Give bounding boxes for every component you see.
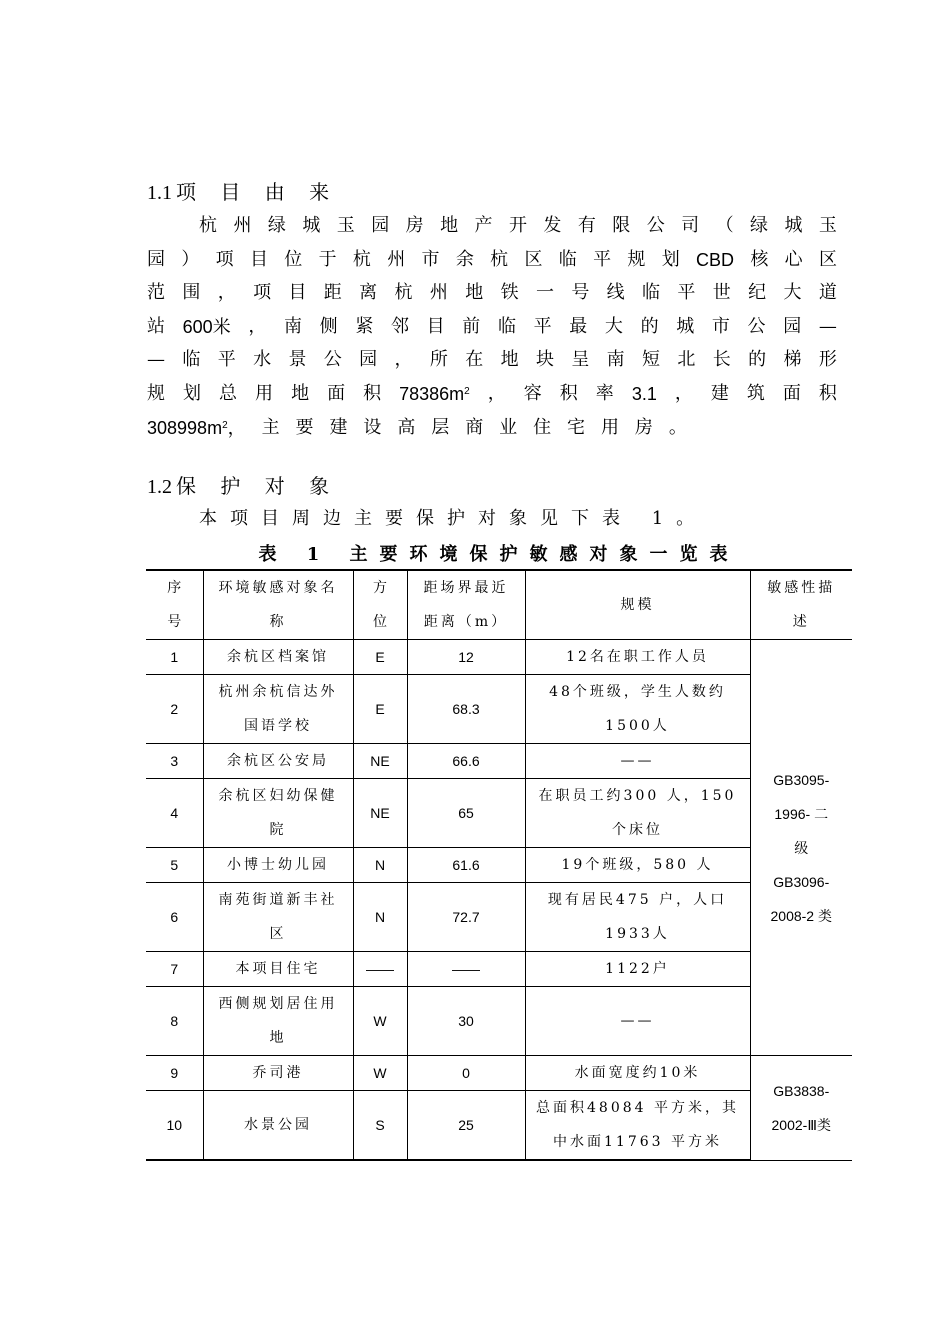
paragraph-token: 率 (595, 383, 614, 404)
heading-text: 保 护 对 象 (176, 474, 339, 498)
paragraph-token: 平 (533, 315, 552, 337)
heading-number: 1.1 (147, 182, 172, 204)
paragraph-token: 积 (818, 383, 837, 404)
paragraph-token: 块 (535, 349, 554, 371)
cell-direction: E (353, 675, 407, 744)
paragraph-token: 园 (371, 215, 390, 236)
paragraph-token: 绿 (750, 215, 768, 236)
paragraph-token: 离 (359, 282, 378, 304)
paragraph-token: 城 (676, 315, 695, 337)
paragraph-token: 住 (533, 416, 552, 438)
table-header-row (146, 570, 852, 640)
paragraph-token: 最 (569, 315, 588, 337)
cell-scale: 19个班级，580 人 (525, 848, 750, 883)
cell-distance: 72.7 (407, 883, 525, 952)
paragraph-token: 临 (182, 349, 201, 371)
paragraph-token: 心 (784, 248, 803, 270)
paragraph-token: 主 (261, 416, 280, 438)
paragraph-token: 形 (818, 349, 837, 371)
table-row (146, 848, 852, 883)
cell-direction: E (353, 640, 407, 675)
paragraph-token: 目 (288, 282, 307, 304)
paragraph-token: 园 (783, 315, 802, 337)
cell-scale: —— (525, 744, 750, 779)
paragraph-token: 限 (612, 215, 631, 236)
paragraph-token: 城 (302, 215, 321, 236)
cell-distance: 30 (407, 987, 525, 1056)
header-direction: 方 位 (353, 570, 407, 640)
paragraph-token: 地 (465, 282, 484, 304)
paragraph-token: 开 (508, 215, 527, 236)
paragraph-token: 短 (642, 349, 661, 371)
cell-scale: 总面积48084 平方米，其 中水面11763 平方米 (525, 1091, 750, 1161)
cell-distance: 25 (407, 1091, 525, 1161)
paragraph-token: 项 (253, 282, 272, 304)
cell-direction: S (353, 1091, 407, 1161)
cell-distance: 66.6 (407, 744, 525, 779)
paragraph-token: 平 (217, 349, 236, 371)
table-row (146, 987, 852, 1056)
cell-no: 10 (146, 1091, 203, 1161)
paragraph-token: — (147, 349, 165, 371)
paragraph-token: 景 (288, 349, 307, 371)
cell-direction: W (353, 1056, 407, 1091)
paragraph-token: 杭 (199, 215, 217, 236)
paragraph-token: 平 (593, 248, 612, 270)
section-heading-1-1 (147, 176, 338, 205)
paragraph-token: 紧 (355, 315, 374, 337)
paragraph-line (147, 276, 837, 310)
table-row (146, 1091, 852, 1161)
paragraph-token: 房 (634, 416, 653, 438)
section-heading-1-2 (147, 470, 338, 499)
cell-distance: 68.3 (407, 675, 525, 744)
cell-name: 西侧规划居住用 地 (203, 987, 353, 1056)
paragraph-token: 划 (661, 248, 680, 270)
table-row (146, 883, 852, 952)
cell-direction: N (353, 848, 407, 883)
cell-sensitivity: GB3095- 1996- 二 级 GB3096- 2008-2 类 (750, 640, 852, 1056)
paragraph-token: 市 (421, 248, 440, 270)
paragraph-token: 容 (523, 383, 542, 404)
paragraph-token: 发 (543, 215, 562, 236)
cell-sensitivity: GB3838- 2002-Ⅲ类 (750, 1056, 852, 1161)
paragraph-token: 积 (363, 383, 382, 404)
header-sensitivity: 敏感性描 述 (750, 570, 852, 640)
paragraph-token: 面 (782, 383, 801, 404)
cell-name: 余杭区档案馆 (203, 640, 353, 675)
paragraph-token: 区 (524, 248, 543, 270)
paragraph-token: 商 (465, 416, 484, 438)
cell-scale: 12名在职工作人员 (525, 640, 750, 675)
heading-text: 项 目 由 来 (176, 180, 339, 204)
paragraph-token: （ (715, 215, 734, 236)
paragraph-token: 前 (462, 315, 481, 337)
paragraph-token: 世 (712, 282, 731, 304)
cell-no: 9 (146, 1056, 203, 1091)
cell-no: 2 (146, 675, 203, 744)
cell-distance: —— (407, 952, 525, 987)
paragraph-token: 呈 (571, 349, 590, 371)
paragraph-token: ， (248, 315, 267, 337)
cell-direction: NE (353, 779, 407, 848)
table-row (146, 779, 852, 848)
cell-scale: 48个班级，学生人数约 1500人 (525, 675, 750, 744)
cell-scale: 1122户 (525, 952, 750, 987)
paragraph-token: 绿 (267, 215, 286, 236)
paragraph-token: 于 (318, 248, 337, 270)
paragraph-token: 铁 (500, 282, 519, 304)
paragraph-token: — (818, 315, 837, 337)
paragraph-token: 核 (750, 248, 769, 270)
paragraph-token: 城 (784, 215, 803, 236)
paragraph-token: 用 (255, 383, 274, 404)
paragraph-token: 地 (291, 383, 310, 404)
paragraph-token: 宅 (567, 416, 585, 438)
header-no: 序 号 (146, 570, 203, 640)
paragraph-token: 南 (284, 315, 303, 337)
paragraph-token: 园 (359, 349, 378, 371)
paragraph-token: 市 (711, 315, 730, 337)
paragraph-token: 所 (429, 349, 448, 371)
paragraph-token: 划 (183, 383, 202, 404)
paragraph-token: 临 (642, 282, 661, 304)
paragraph-token: 平 (677, 282, 696, 304)
paragraph-token: 积 (559, 383, 578, 404)
paragraph-line (147, 411, 687, 445)
sensitive-targets-table (146, 569, 852, 1161)
paragraph-token: 公 (747, 315, 766, 337)
paragraph-token: 南 (606, 349, 625, 371)
paragraph-token: 玉 (336, 215, 355, 236)
cell-no: 8 (146, 987, 203, 1056)
paragraph-token: 面 (327, 383, 346, 404)
paragraph-token: 房 (405, 215, 424, 236)
paragraph-token: 纪 (748, 282, 767, 304)
paragraph-token: 。 (668, 416, 687, 438)
cell-no: 3 (146, 744, 203, 779)
paragraph-token: 要 (295, 416, 314, 438)
paragraph-token: 司 (681, 215, 700, 236)
paragraph-token: 一 (535, 282, 554, 304)
cell-name: 南苑街道新丰社 区 (203, 883, 353, 952)
cell-direction: NE (353, 744, 407, 779)
header-distance: 距场界最近 距离（m） (407, 570, 525, 640)
paragraph-token: 地 (500, 349, 519, 371)
paragraph-token: 梯 (783, 349, 802, 371)
paragraph-token: 有 (577, 215, 596, 236)
cell-distance: 65 (407, 779, 525, 848)
paragraph-token: 州 (233, 215, 252, 236)
paragraph-token: 邻 (390, 315, 409, 337)
paragraph-token: 号 (571, 282, 590, 304)
heading-number: 1.2 (147, 476, 172, 498)
paragraph-token: CBD (696, 249, 735, 270)
paragraph-token: 北 (677, 349, 696, 371)
table-reference-text: 本项目周边主要保护对象见下表 1。 (199, 508, 708, 529)
cell-scale: —— (525, 987, 750, 1056)
paragraph-token: ） (181, 248, 200, 270)
cell-name: 余杭区妇幼保健 院 (203, 779, 353, 848)
header-name: 环境敏感对象名 称 (203, 570, 353, 640)
table-row (146, 675, 852, 744)
paragraph-token: 大 (604, 315, 623, 337)
cell-distance: 0 (407, 1056, 525, 1091)
cell-direction: N (353, 883, 407, 952)
paragraph-token: 用 (600, 416, 619, 438)
paragraph-token: 项 (215, 248, 234, 270)
paragraph-token: 围 (182, 282, 201, 304)
paragraph-token: 筑 (746, 383, 765, 404)
paragraph-token: 目 (426, 315, 445, 337)
cell-no: 1 (146, 640, 203, 675)
header-scale: 规模 (525, 570, 750, 640)
cell-direction: —— (353, 952, 407, 987)
paragraph-token: $308998m^2$， (147, 417, 246, 438)
paragraph-token: 公 (323, 349, 342, 371)
paragraph-token: 余 (455, 248, 474, 270)
paragraph-token: ， (487, 383, 506, 404)
paragraph-token: 业 (499, 416, 518, 438)
paragraph-line (147, 243, 837, 277)
paragraph-line (147, 343, 837, 377)
cell-name: 余杭区公安局 (203, 744, 353, 779)
paragraph-token: 杭 (352, 248, 371, 270)
paragraph-token: 杭 (394, 282, 413, 304)
table-row (146, 1056, 852, 1091)
table-caption: 表 1 主要环境保护敏感对象一览表 (258, 544, 740, 565)
cell-distance: 12 (407, 640, 525, 675)
paragraph-token: 公 (646, 215, 665, 236)
paragraph-token: 规 (147, 383, 165, 404)
cell-name: 水景公园 (203, 1091, 353, 1161)
paragraph-token: 州 (387, 248, 406, 270)
cell-scale: 现有居民475 户，人口 1933人 (525, 883, 750, 952)
paragraph-token: 临 (497, 315, 516, 337)
paragraph-token: 距 (323, 282, 342, 304)
cell-direction: W (353, 987, 407, 1056)
cell-no: 5 (146, 848, 203, 883)
paragraph-token: 600米 (182, 316, 231, 337)
paragraph-token: 地 (440, 215, 459, 236)
cell-name: 小博士幼儿园 (203, 848, 353, 883)
cell-no: 6 (146, 883, 203, 952)
paragraph-token: 临 (558, 248, 577, 270)
paragraph-token: 道 (818, 282, 837, 304)
cell-scale: 在职员工约300 人，150 个床位 (525, 779, 750, 848)
paragraph-token: 线 (606, 282, 625, 304)
table-body (146, 640, 852, 1161)
table-row (146, 952, 852, 987)
paragraph-line (199, 209, 837, 243)
paragraph-token: $78386m^2$ (399, 384, 470, 404)
cell-name: 本项目住宅 (203, 952, 353, 987)
paragraph-token: 区 (818, 248, 837, 270)
paragraph-token: 产 (474, 215, 493, 236)
paragraph-token: 目 (249, 248, 268, 270)
cell-name: 杭州余杭信达外 国语学校 (203, 675, 353, 744)
paragraph-token: 建 (710, 383, 729, 404)
paragraph-token: 3.1 (631, 384, 657, 404)
paragraph-token: 设 (363, 416, 382, 438)
paragraph-token: 长 (712, 349, 731, 371)
paragraph-token: ， (674, 383, 693, 404)
cell-scale: 水面宽度约10米 (525, 1056, 750, 1091)
paragraph-line (147, 377, 837, 411)
paragraph-token: 总 (219, 383, 238, 404)
paragraph-token: ， (217, 282, 236, 304)
paragraph-token: 规 (627, 248, 646, 270)
paragraph-token: 玉 (818, 215, 837, 236)
cell-distance: 61.6 (407, 848, 525, 883)
paragraph-token: ， (394, 349, 413, 371)
paragraph-token: 的 (748, 349, 767, 371)
paragraph-token: 层 (431, 416, 450, 438)
paragraph-token: 侧 (319, 315, 338, 337)
table-row (146, 744, 852, 779)
paragraph-token: 在 (465, 349, 484, 371)
cell-name: 乔司港 (203, 1056, 353, 1091)
paragraph-token: 位 (284, 248, 303, 270)
table-row (146, 640, 852, 675)
paragraph-token: 大 (783, 282, 802, 304)
paragraph-token: 范 (147, 282, 165, 304)
paragraph-token: 水 (253, 349, 272, 371)
paragraph-token: 的 (640, 315, 659, 337)
paragraph-token: 州 (429, 282, 448, 304)
paragraph-token: 高 (397, 416, 416, 438)
paragraph-token: 建 (329, 416, 348, 438)
paragraph-token: 站 (147, 315, 165, 337)
paragraph-token: 园 (147, 248, 165, 270)
cell-no: 7 (146, 952, 203, 987)
cell-no: 4 (146, 779, 203, 848)
paragraph-line (147, 310, 837, 344)
paragraph-token: 杭 (490, 248, 509, 270)
